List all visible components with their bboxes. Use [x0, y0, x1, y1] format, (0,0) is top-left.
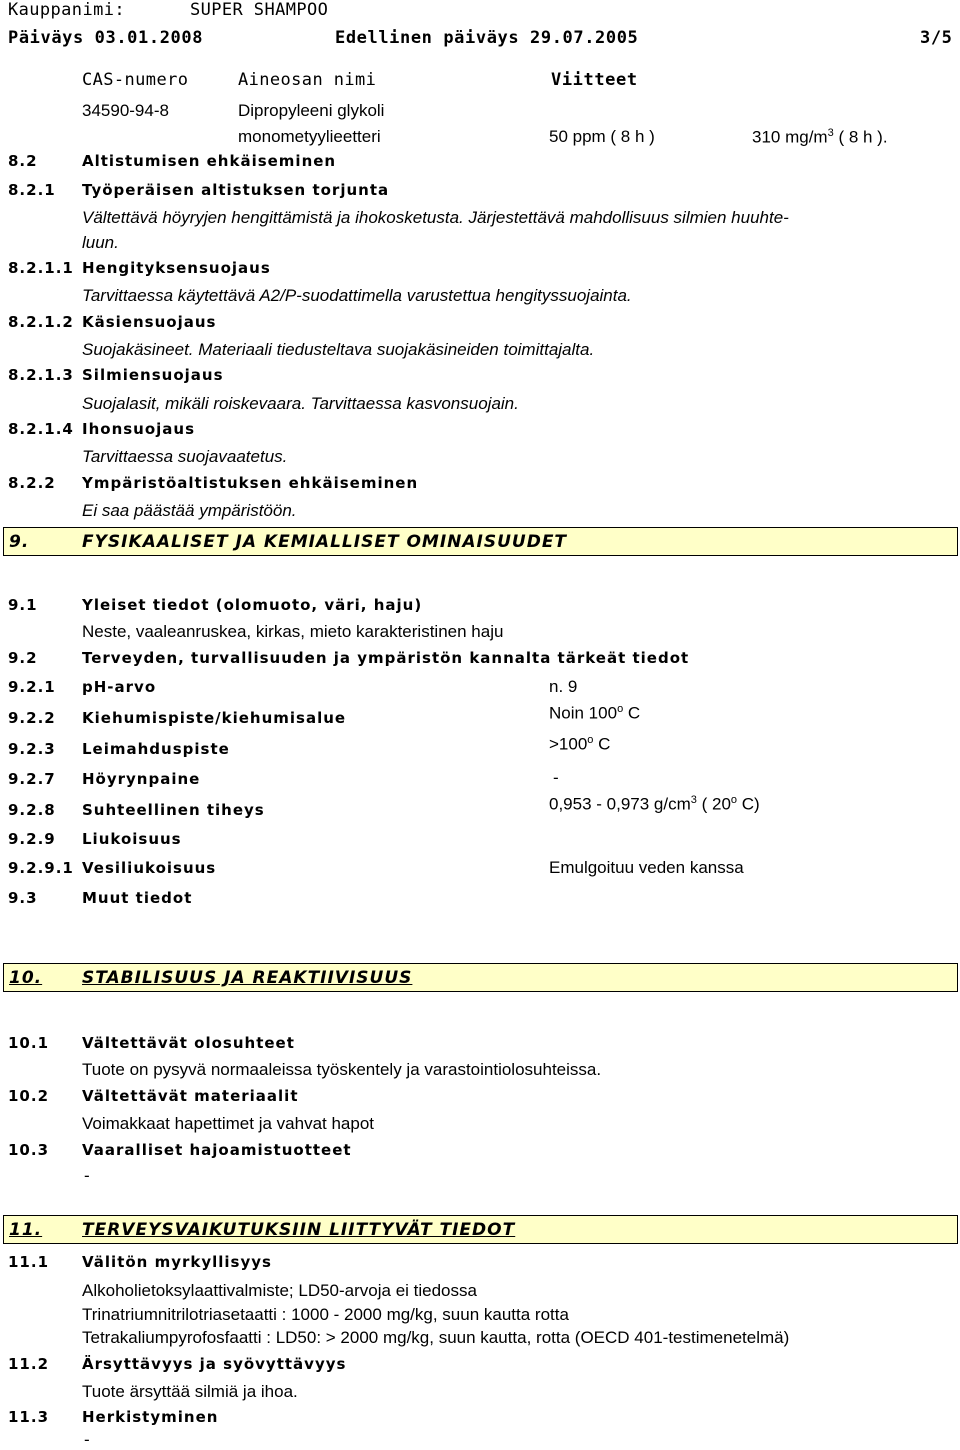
section-10-title: STABILISUUS JA REAKTIIVISUUS	[82, 968, 413, 988]
col-refs-header: Viitteet	[551, 70, 638, 90]
prop-value-water-solubility: Emulgoituu veden kanssa	[549, 858, 744, 877]
s111-line3: Tetrakaliumpyrofosfaatti : LD50: > 2000 mg/kg, suun kautta, rotta (OECD 401-testimenetelmä)	[82, 1328, 790, 1347]
prop-label-water-solubility: Vesiliukoisuus	[82, 859, 217, 877]
s821-number: 8.2.1	[8, 181, 56, 199]
s101-text: Tuote on pysyvä normaaleissa työskentely ja varastointiolosuhteissa.	[82, 1060, 602, 1079]
trade-name: SUPER SHAMPOO	[190, 0, 329, 20]
prop-label-other-info: Muut tiedot	[82, 889, 193, 907]
s103-number: 10.3	[8, 1141, 50, 1159]
s8212-text: Suojakäsineet. Materiaali tiedusteltava suojakäsineiden toimittajalta.	[82, 340, 595, 359]
s821-text-line1: Vältettävä höyryjen hengittämistä ja ihokosketusta. Järjestettävä mahdollisuus silmien huuhte-	[82, 208, 789, 227]
prop-label-flash-point: Leimahduspiste	[82, 740, 230, 758]
s8214-text: Tarvittaessa suojavaatetus.	[82, 447, 288, 466]
prop-number: 9.2.1	[8, 678, 56, 696]
s102-title: Vältettävät materiaalit	[82, 1087, 299, 1105]
s8211-text: Tarvittaessa käytettävä A2/P-suodattimella varustettua hengityssuojainta.	[82, 286, 632, 305]
s822-title: Ympäristöaltistuksen ehkäiseminen	[82, 474, 419, 492]
page-number: 3/5	[920, 28, 953, 48]
s8213-title: Silmiensuojaus	[82, 366, 224, 384]
s8213-text: Suojalasit, mikäli roiskevaara. Tarvittaessa kasvonsuojain.	[82, 394, 519, 413]
s101-number: 10.1	[8, 1034, 50, 1052]
prop-label-ph: pH-arvo	[82, 678, 157, 696]
col-cas-header: CAS-numero	[82, 70, 189, 90]
section-9-number: 9.	[9, 532, 30, 552]
s112-number: 11.2	[8, 1355, 50, 1373]
trade-name-label: Kauppanimi:	[8, 0, 125, 20]
prop-value-vapour-pressure: -	[553, 768, 559, 787]
prop-label-vapour-pressure: Höyrynpaine	[82, 770, 201, 788]
s113-number: 11.3	[8, 1408, 50, 1426]
s91-text: Neste, vaaleanruskea, kirkas, mieto karakteristinen haju	[82, 622, 504, 641]
prop-number: 9.2.3	[8, 740, 56, 758]
prop-label-solubility: Liukoisuus	[82, 830, 182, 848]
s821-text-line2: luun.	[82, 233, 119, 252]
prop-value-relative-density: 0,953 - 0,973 $g/cm^3$ ( 20$^o$ C)	[549, 794, 760, 814]
s111-number: 11.1	[8, 1253, 50, 1271]
prop-number: 9.2.9.1	[8, 859, 74, 877]
prop-number: 9.2.2	[8, 709, 56, 727]
s821-title: Työperäisen altistuksen torjunta	[82, 181, 390, 199]
section-11-header	[3, 1215, 958, 1244]
prop-value-ph: n. 9	[549, 677, 578, 696]
s112-text: Tuote ärsyttää silmiä ja ihoa.	[82, 1382, 298, 1401]
date-label: Päiväys 03.01.2008	[8, 28, 204, 48]
prop-label-boiling-point: Kiehumispiste/kiehumisalue	[82, 709, 347, 727]
s111-title: Välitön myrkyllisyys	[82, 1253, 272, 1271]
section-11-title: TERVEYSVAIKUTUKSIIN LIITTYVÄT TIEDOT	[82, 1220, 516, 1240]
limit-mg: 310 $mg/m^3$ ( 8 h ).	[752, 127, 888, 147]
section-11-number: 11.	[9, 1220, 43, 1240]
prop-value-flash-point: $>100^o$ C	[549, 734, 611, 754]
s82-number: 8.2	[8, 152, 38, 170]
s92-title: Terveyden, turvallisuuden ja ympäristön kannalta tärkeät tiedot	[82, 649, 690, 667]
s822-number: 8.2.2	[8, 474, 56, 492]
s822-text: Ei saa päästää ympäristöön.	[82, 501, 297, 520]
prop-label-relative-density: Suhteellinen tiheys	[82, 801, 265, 819]
section-10-number: 10.	[9, 968, 43, 988]
section-9-header	[3, 527, 958, 556]
prop-number: 9.2.7	[8, 770, 56, 788]
s91-number: 9.1	[8, 596, 38, 614]
prop-number: 9.3	[8, 889, 38, 907]
s103-title: Vaaralliset hajoamistuotteet	[82, 1141, 352, 1159]
s101-title: Vältettävät olosuhteet	[82, 1034, 295, 1052]
s8211-number: 8.2.1.1	[8, 259, 74, 277]
prop-number: 9.2.8	[8, 801, 56, 819]
s91-title: Yleiset tiedot (olomuoto, väri, haju)	[82, 596, 423, 614]
s82-title: Altistumisen ehkäiseminen	[82, 152, 337, 170]
prop-number: 9.2.9	[8, 830, 56, 848]
s8214-title: Ihonsuojaus	[82, 420, 196, 438]
ingredient-name-line2: monometyylieetteri	[238, 127, 381, 146]
s113-title: Herkistyminen	[82, 1408, 219, 1426]
s8213-number: 8.2.1.3	[8, 366, 74, 384]
s111-line2: Trinatriumnitrilotriasetaatti : 1000 - 2000 mg/kg, suun kautta rotta	[82, 1305, 569, 1324]
s112-title: Ärsyttävyys ja syövyttävyys	[82, 1355, 347, 1373]
cas-number: 34590-94-8	[82, 101, 169, 120]
s8212-title: Käsiensuojaus	[82, 313, 217, 331]
s92-number: 9.2	[8, 649, 38, 667]
s8212-number: 8.2.1.2	[8, 313, 74, 331]
s8211-title: Hengityksensuojaus	[82, 259, 271, 277]
prop-value-boiling-point: Noin 100$^o$ C	[549, 703, 641, 723]
s103-text: -	[84, 1166, 90, 1185]
s8214-number: 8.2.1.4	[8, 420, 74, 438]
s102-number: 10.2	[8, 1087, 50, 1105]
limit-ppm: 50 ppm ( 8 h )	[549, 127, 655, 146]
col-name-header: Aineosan nimi	[238, 70, 377, 90]
section-10-header	[3, 963, 958, 992]
ingredient-name-line1: Dipropyleeni glykoli	[238, 101, 385, 120]
s102-text: Voimakkaat hapettimet ja vahvat hapot	[82, 1114, 375, 1133]
section-9-title: FYSIKAALISET JA KEMIALLISET OMINAISUUDET	[82, 532, 568, 552]
s111-line1: Alkoholietoksylaattivalmiste; LD50-arvoja ei tiedossa	[82, 1281, 477, 1300]
s113-text: -	[84, 1430, 90, 1449]
previous-date-label: Edellinen päiväys 29.07.2005	[335, 28, 639, 48]
